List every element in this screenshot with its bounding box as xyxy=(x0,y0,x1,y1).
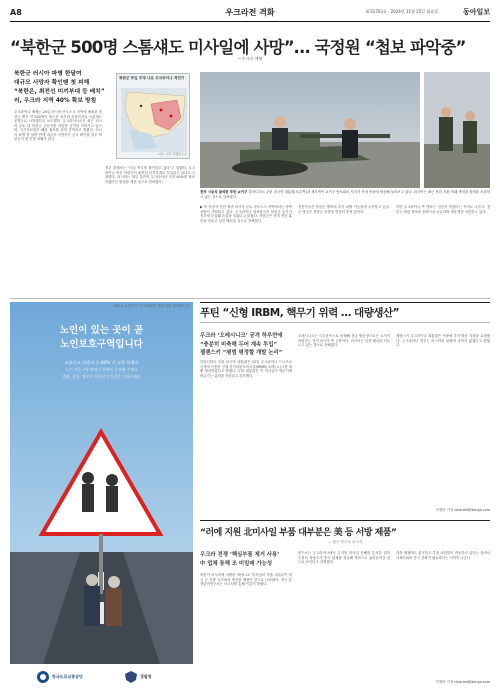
page-number: A8 xyxy=(10,8,22,17)
deck-line: 우크라 전쟁 ‘핵심부품 제거 사용’ xyxy=(200,552,280,558)
ad-subtitle: 교통사고 사망자 중 60% 가 고령 보행자 xyxy=(64,360,139,365)
ad-strap: 2024 교통안전 공익캠페인 경찰청과 함께합니다 xyxy=(113,304,190,308)
lead-body-col5 xyxy=(396,205,490,297)
story2-top-rule xyxy=(200,302,490,303)
deck-line: “북한은, 최전선 미끼부대 등 배치” xyxy=(14,89,105,95)
body-text: 오레시니크는 극초음속으로 비행해 현존 방공망으로는 요격이 어렵다는 것이 러시아 측 주장이다. 러시아는 실전 배치를 서두르고 있는 것으로 전해졌다. xyxy=(298,334,390,347)
body-text: 정부 관계자는 “사실 여부를 확인하고 있다”고 말했다. 우크라이나 측은 북한군이 최전선 미끼부대로 투입되고 있다고 주장했다. 러시아는 내년 초까지 우크라이나 지역 40%를 확보하겠다는 방침을 세운 것으로 알려졌다. xyxy=(105,166,195,184)
story2-headline[interactable]: 푸틴 “신형 IRBM, 핵무기 위력 … 대량생산” xyxy=(200,307,400,319)
lead-body-col3 xyxy=(200,205,292,297)
story2-body-col1 xyxy=(200,360,292,512)
story3-top-rule xyxy=(200,520,490,521)
putin-tank-photo xyxy=(200,72,420,188)
body-text: 연구소는 우크라이나에서 수거한 미사일 잔해를 분석한 결과 부품의 상당수가 중국 업체를 경유해 북한으로 흘러들어간 것으로 보인다고 설명했다. xyxy=(298,551,390,564)
police-logo-icon xyxy=(124,670,138,684)
ad-title-line1: 노인이 있는 곳이 곧 xyxy=(59,325,144,336)
divider xyxy=(10,298,490,299)
divider xyxy=(200,322,490,323)
ad-title-line2: 노인보호구역입니다 xyxy=(60,339,143,350)
body-text: 우크라이나 매체는 24일 러시아 쿠르스크 지역에 배치된 북한군 병사 약 500명이 영국산 장거리 순항미사일 스톰섀도 공격으로 사망했다고 보도했다. 우크라이나군은 최근 러시아 본토 내 북한군 주둔지를 겨냥한 공격을 이어가고 있으며, 국가정보원은 해당 첩보를 파악 중이라고 밝혔다. 러시아 파병 한 달여 만에 대규모 사망자가 공식 확인될 경우 북한군의 첫 인명 피해가 된다. xyxy=(14,110,102,141)
story2-body-col2 xyxy=(298,334,390,512)
road-safety-ad[interactable] xyxy=(10,302,193,690)
deck-line: 대규모 사망자 확인땐 첫 피해 xyxy=(14,80,90,86)
paper-name: 동아일보 xyxy=(462,7,490,16)
lead-deck xyxy=(14,70,112,106)
body-text: 젤렌스키 우크라이나 대통령은 서방에 추가 방공 지원을 요청했다. 우크라이나 정부는 러시아의 위협에 굴하지 않겠다고 밝혔다. xyxy=(396,334,490,347)
caption-text: 블라디미르 푸틴 러시아 대통령(오른쪽)과 세르게이 쇼이구 안보회의 서기가 신형 전차에 탑승해 둘러보고 있다. 러시아는 최근 북한 지원 아래 병력과 장비를 보강하고 있는 것으로 알려졌다. xyxy=(200,190,490,199)
map-graphic xyxy=(117,74,191,160)
story3-deck xyxy=(200,551,292,568)
kotsa-logo-icon xyxy=(36,670,50,684)
lead-byline: —우크라 매체 xyxy=(237,56,263,61)
section-name: 우크라전 격화 xyxy=(225,8,275,17)
ad-footer xyxy=(10,664,193,690)
ad-subtitle: 멈춤, 살핌, 양보로 어르신의 안전을 지켜주세요 xyxy=(62,374,141,379)
body-text: 전문가들은 북한군 병력의 추가 파병 가능성에 주목하고 있다. 군 당국은 북한군 동향을 면밀히 추적 중이다. xyxy=(298,205,390,214)
body-text: 블라디미르 푸틴 러시아 대통령은 22일 우크라이나 드니프로 공격에 사용한 신형 중거리탄도미사일(IRBM) 오레시니크를 대량 생산하겠다고 밝혔다. 푸틴 대통령은 이 미사일이 핵무기에 버금가는 위력을 지녔다고 강조했다. xyxy=(200,360,292,378)
ad-org-police: 경찰청 xyxy=(140,674,152,679)
body-text: 북한이 러시아에 지원한 ‘화성-11’ 미사일의 부품 대부분이 미국 등 서방 국가에서 생산된 제품인 것으로 나타났다. 영국 분쟁군비연구소는 보고서를 통해 이같이 밝혔다. xyxy=(200,573,292,586)
story2-byline: 이청아 기자 clearlee@donga.com xyxy=(435,508,490,512)
frontline-map xyxy=(116,73,190,159)
deck-line: 젤렌스키 “평범 평정할 개발 논리” xyxy=(200,350,283,357)
story2-deck xyxy=(200,332,292,358)
lead-body-col4 xyxy=(298,205,390,297)
body-text: ▶ 북 부상자 전선 복귀 러시아 본토 쿠르스크 지역에서는 양측 공방이 격화되고 있다. 우크라이나 정보당국은 북한군 일부가 전투에 투입돼 손실을 입었다고 밝혔다. 북한군은 현지 적응 훈련을 마치고 실전 배치된 것으로 전해졌다. xyxy=(200,205,292,223)
caption-lead: 전차 시승식 참석한 푸틴·쇼이구 xyxy=(200,190,248,194)
ad-subtitle: 노인 보호구역 안에서 천천히 운전해 주세요 xyxy=(65,367,138,372)
deck-line: “충분히 비축해 두어 계속 투입” xyxy=(200,341,278,348)
lead-headline[interactable]: “북한군 500명 스톰섀도 미사일에 사망”… 국정원 “첩보 파악중” xyxy=(10,38,466,57)
body-text: 다만 우크라이나 측 발표는 검증이 어렵다는 지적도 나온다. 정부는 관련 정보를 동맹국과 공유하며 대응책을 마련하고 있다. xyxy=(396,205,490,214)
story3-byline: 이청아 기자 clearlee@donga.com xyxy=(435,680,490,684)
masthead xyxy=(10,6,490,22)
deck-line: 러, 우크라 지역 40% 확보 방침 xyxy=(14,98,97,104)
map-title: 북한군 투입 추정 나온 우크라이나 격전지 xyxy=(119,76,185,80)
story3-headline[interactable]: “러에 지원 北미사일 부품 대부분은 美 등 서방 제품” xyxy=(200,528,397,538)
deck-line: 우크라 ‘오레시니크’ 공격 하루만에 xyxy=(200,333,283,339)
story3-body-col3 xyxy=(396,551,490,677)
map-credit: 자료: 미국 전쟁연구소 xyxy=(157,152,187,156)
deck-line: 中 업체 통해 조 미밀매 가능성 xyxy=(200,560,273,567)
body-text: 대북 제재에도 불구하고 부품 조달망이 작동하고 있다는 점에서 국제사회의 감시 강화가 필요하다는 지적이 나온다. xyxy=(396,551,490,560)
dateline: 제 31703호 · 2024년 11월 25일 월요일 xyxy=(365,9,438,14)
story3-body-col2 xyxy=(298,551,390,685)
photo-caption xyxy=(200,190,490,199)
lead-body-col1 xyxy=(14,110,102,298)
story3-body-col1 xyxy=(200,573,292,685)
story2-body-col3 xyxy=(396,334,490,504)
soldiers-photo xyxy=(424,72,490,188)
ad-org-kotsa: 한국도로교통공단 xyxy=(52,674,83,679)
deck-line: 북한군 러시아 파병 한달여 xyxy=(14,71,82,77)
story3-source: — 영국 연구소 보고서 xyxy=(327,540,363,544)
lead-body-col2 xyxy=(105,166,195,298)
